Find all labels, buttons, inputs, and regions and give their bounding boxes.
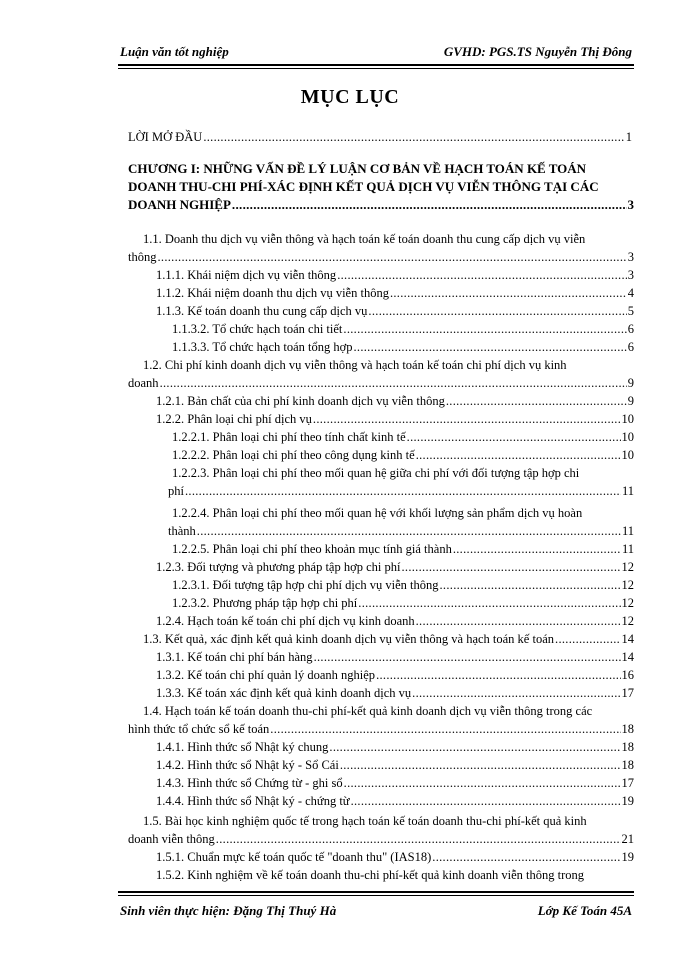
- toc-entry-1-1-3-3: [172, 338, 634, 356]
- toc-entry-text: thông: [128, 250, 157, 264]
- toc-entry-intro: [128, 128, 632, 146]
- toc-entry-text: DOANH NGHIỆP: [128, 197, 231, 212]
- toc-page: 5: [627, 304, 634, 318]
- toc-leader: [440, 576, 621, 594]
- toc-leader: [353, 338, 626, 356]
- toc-chapter-line: CHƯƠNG I: NHỮNG VẤN ĐỀ LÝ LUẬN CƠ BẢN VỀ HẠCH TOÁN KẾ TOÁN: [128, 161, 587, 176]
- toc-leader: [416, 446, 621, 464]
- toc-entry-1-2-1: [156, 392, 634, 410]
- toc-page: 10: [621, 412, 634, 426]
- toc-entry-1-2-2-2: [172, 446, 634, 464]
- header-advisor: GVHD: PGS.TS Nguyễn Thị Đông: [443, 44, 632, 59]
- toc-page: 18: [621, 740, 634, 754]
- toc-entry-1-3-1: [156, 648, 634, 666]
- toc-page: 16: [621, 668, 634, 682]
- toc-leader: [412, 684, 620, 702]
- toc-page: 19: [621, 794, 634, 808]
- toc-entry-1-3: [143, 630, 634, 648]
- toc-entry-text: 1.1.3.2. Tổ chức hạch toán chi tiết: [172, 322, 343, 336]
- toc-page: 1: [625, 130, 632, 144]
- toc-leader: [343, 320, 626, 338]
- toc-leader: [351, 792, 621, 810]
- toc-entry-text: 1.2.3.2. Phương pháp tập hợp chi phí: [172, 596, 358, 610]
- toc-entry-text: 1.4.2. Hình thức sổ Nhật ký - Sổ Cái: [156, 758, 339, 772]
- toc-leader: [390, 284, 627, 302]
- toc-entry-1-2-2-5: [172, 540, 634, 558]
- toc-entry-text: doanh viễn thông: [128, 832, 215, 846]
- toc-entry-text: 1.1.2. Khái niệm doanh thu dịch vụ viễn thông: [156, 286, 389, 300]
- toc-entry-text: 1.1.3. Kế toán doanh thu cung cấp dịch vụ: [156, 304, 368, 318]
- toc-entry-text: 1.3.1. Kế toán chi phí bán hàng: [156, 650, 313, 664]
- toc-leader: [368, 302, 626, 320]
- toc-leader: [232, 196, 627, 214]
- toc-entry-line: 1.1. Doanh thu dịch vụ viễn thông và hạch toán kế toán doanh thu cung cấp dịch vụ viễn: [143, 232, 586, 246]
- toc-entry-1-2-3: [156, 558, 634, 576]
- toc-entry-text: hình thức tổ chức sổ kế toán: [128, 722, 270, 736]
- toc-entry-text: 1.5.1. Chuẩn mực kế toán quốc tế "doanh thu" (IAS18): [156, 850, 432, 864]
- toc-page: 9: [627, 394, 634, 408]
- footer-rule-thin: [118, 895, 634, 896]
- toc-entry-text: LỜI MỞ ĐẦU: [128, 130, 203, 144]
- toc-entry-text: thành: [168, 524, 196, 538]
- toc-entry-line: 1.2.2.4. Phân loại chi phí theo mối quan hệ với khối lượng sản phẩm dịch vụ hoàn: [172, 506, 583, 520]
- toc-entry-1-1-3-2: [172, 320, 634, 338]
- toc-leader: [416, 612, 621, 630]
- toc-entry-text: 1.4.4. Hình thức sổ Nhật ký - chứng từ: [156, 794, 350, 808]
- toc-page: 12: [621, 560, 634, 574]
- toc-page: 19: [621, 850, 634, 864]
- toc-entry-line: 1.2. Chi phí kinh doanh dịch vụ viễn thông và hạch toán kế toán chi phí dịch vụ kinh: [143, 358, 567, 372]
- toc-entry-text: 1.2.2.2. Phân loại chi phí theo công dụng kinh tế: [172, 448, 415, 462]
- toc-leader: [453, 540, 621, 558]
- toc-page: 11: [621, 484, 634, 498]
- toc-chapter-line: DOANH THU-CHI PHÍ-XÁC ĐỊNH KẾT QUẢ DỊCH VỤ VIỄN THÔNG TẠI CÁC: [128, 179, 599, 194]
- toc-entry-1-2: [128, 374, 634, 392]
- toc-entry-1-3-2: [156, 666, 634, 684]
- footer-rule: [118, 891, 634, 893]
- toc-page: 18: [621, 722, 634, 736]
- toc-entry-text: 1.2.2.5. Phân loại chi phí theo khoản mục tính giá thành: [172, 542, 452, 556]
- toc-entry-1-4-2: [156, 756, 634, 774]
- toc-page: 10: [621, 448, 634, 462]
- toc-entry-1-2-3-2: [172, 594, 634, 612]
- toc-entry-1-2-3-1: [172, 576, 634, 594]
- toc-entry-1-1-2: [156, 284, 634, 302]
- toc-leader: [340, 756, 621, 774]
- toc-entry-1-2-2-4: [168, 522, 634, 540]
- toc-entry-text: 1.2.1. Bản chất của chi phí kinh doanh dịch vụ viễn thông: [156, 394, 445, 408]
- footer-student: Sinh viên thực hiện: Đặng Thị Thuý Hà: [120, 903, 337, 918]
- toc-entry-1-5: [128, 830, 634, 848]
- toc-page: 12: [621, 596, 634, 610]
- toc-page: 6: [627, 322, 634, 336]
- page-header: [120, 44, 632, 66]
- toc-entry-1-4-1: [156, 738, 634, 756]
- toc-leader: [185, 482, 621, 500]
- toc-entry-text: doanh: [128, 376, 159, 390]
- toc-leader: [203, 128, 624, 146]
- toc-entry-text: 1.2.3.1. Đối tượng tập hợp chi phí dịch vụ viễn thông: [172, 578, 439, 592]
- toc-entry-chapter-1: [128, 196, 634, 214]
- toc-page: 21: [621, 832, 634, 846]
- toc-page: 4: [627, 286, 634, 300]
- toc-page: 12: [621, 578, 634, 592]
- toc-leader: [407, 428, 621, 446]
- toc-page: 10: [621, 430, 634, 444]
- toc-entry-1-3-3: [156, 684, 634, 702]
- toc-leader: [197, 522, 621, 540]
- toc-leader: [446, 392, 627, 410]
- toc-page: 12: [621, 614, 634, 628]
- toc-page: 14: [621, 650, 634, 664]
- toc-entry-text: 1.4.1. Hình thức sổ Nhật ký chung: [156, 740, 329, 754]
- footer-class: Lớp Kế Toán 45A: [537, 903, 632, 918]
- toc-entry-1-2-2-1: [172, 428, 634, 446]
- toc-entry-1-2-2-3: [168, 482, 634, 500]
- toc-page: 3: [627, 250, 634, 264]
- toc-leader: [216, 830, 621, 848]
- toc-entry-1-4-4: [156, 792, 634, 810]
- toc-entry-line: 1.2.2.3. Phân loại chi phí theo mối quan hệ giữa chi phí với đối tượng tập hợp chi: [172, 466, 580, 480]
- toc-entry-1-1: [128, 248, 634, 266]
- toc-leader: [160, 374, 627, 392]
- toc-entry-1-4: [128, 720, 634, 738]
- toc-entry-text: 1.2.2.1. Phân loại chi phí theo tính chất kinh tế: [172, 430, 406, 444]
- toc-entry-text: 1.2.4. Hạch toán kế toán chi phí dịch vụ kinh doanh: [156, 614, 415, 628]
- toc-entry-text: 1.3. Kết quả, xác định kết quả kinh doanh dịch vụ viễn thông và hạch toán kế toán: [143, 632, 555, 646]
- toc-entry-line: 1.5. Bài học kinh nghiệm quốc tế trong hạch toán kế toán doanh thu-chi phí-kết quả kinh: [143, 814, 587, 828]
- toc-leader: [432, 848, 620, 866]
- header-rule: [118, 64, 634, 66]
- toc-leader: [329, 738, 620, 756]
- page-footer: [120, 903, 632, 923]
- toc-entry-line: 1.4. Hạch toán kế toán doanh thu-chi phí-kết quả kinh doanh dịch vụ viễn thông trong các: [143, 704, 593, 718]
- toc-leader: [358, 594, 620, 612]
- toc-entry-1-1-1: [156, 266, 634, 284]
- toc-entry-1-5-1: [156, 848, 634, 866]
- toc-page: 3: [627, 197, 634, 212]
- toc-page: 9: [627, 376, 634, 390]
- toc-entry-text: 1.1.1. Khái niệm dịch vụ viễn thông: [156, 268, 337, 282]
- toc-entry-text: 1.4.3. Hình thức sổ Chứng từ - ghi sổ: [156, 776, 343, 790]
- toc-entry-text: 1.1.3.3. Tổ chức hạch toán tổng hợp: [172, 340, 353, 354]
- toc-leader: [270, 720, 620, 738]
- toc-page: 6: [627, 340, 634, 354]
- toc-page: 11: [621, 524, 634, 538]
- toc-leader: [344, 774, 621, 792]
- toc-leader: [401, 558, 620, 576]
- toc-page: 11: [621, 542, 634, 556]
- toc-entry-text: phí: [168, 484, 184, 498]
- toc-leader: [314, 648, 621, 666]
- toc-page: 18: [621, 758, 634, 772]
- toc-entry-1-2-4: [156, 612, 634, 630]
- page-title: MỤC LỤC: [300, 86, 400, 108]
- toc-leader: [376, 666, 620, 684]
- toc-entry-text: 1.2.2. Phân loại chi phí dịch vụ: [156, 412, 312, 426]
- toc-entry-text: 1.3.3. Kế toán xác định kết quả kinh doanh dịch vụ: [156, 686, 412, 700]
- toc-leader: [157, 248, 626, 266]
- toc-page: 17: [621, 686, 634, 700]
- toc-entry-1-1-3: [156, 302, 634, 320]
- toc-leader: [313, 410, 621, 428]
- header-thesis-label: Luận văn tốt nghiệp: [120, 44, 229, 59]
- toc-entry-text: 1.2.3. Đối tượng và phương pháp tập hợp chi phí: [156, 560, 401, 574]
- header-rule-thin: [118, 68, 634, 69]
- toc-page: 17: [621, 776, 634, 790]
- toc-entry-line: 1.5.2. Kinh nghiệm về kế toán doanh thu-chi phí-kết quả kinh doanh viễn thông trong: [156, 868, 585, 882]
- toc-page: 3: [627, 268, 634, 282]
- toc-leader: [555, 630, 620, 648]
- toc-entry-text: 1.3.2. Kế toán chi phí quản lý doanh nghiệp: [156, 668, 376, 682]
- toc-page: 14: [621, 632, 634, 646]
- toc-entry-1-4-3: [156, 774, 634, 792]
- toc-leader: [337, 266, 627, 284]
- toc-entry-1-2-2: [156, 410, 634, 428]
